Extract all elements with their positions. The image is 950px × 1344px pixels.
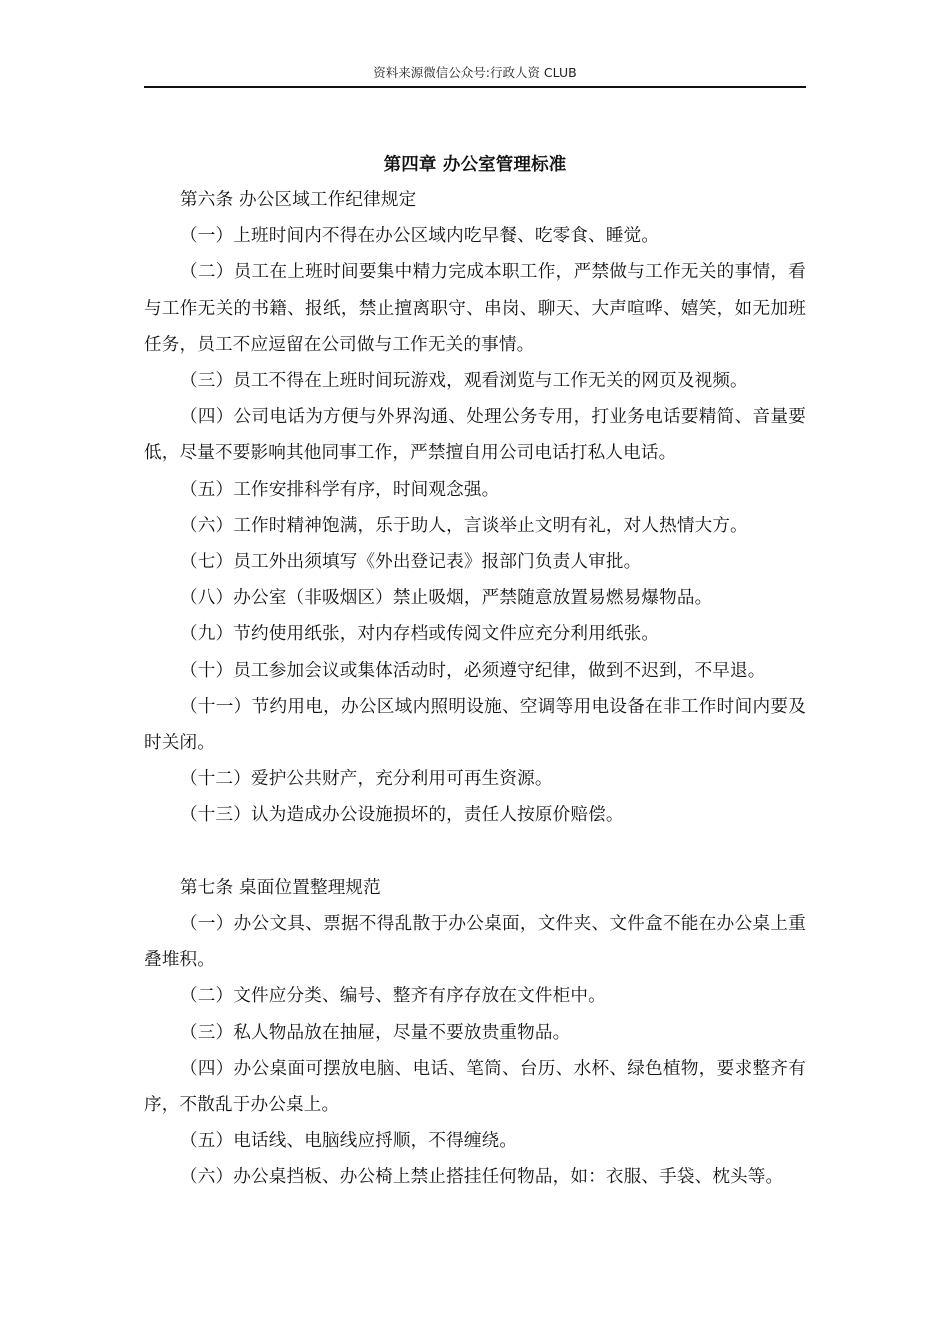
article-6-item-7: （七）员工外出须填写《外出登记表》报部门负责人审批。: [180, 552, 642, 573]
document-body: [144, 146, 806, 1196]
article-7-item-2: （二）文件应分类、编号、整齐有序存放在文件柜中。: [180, 986, 606, 1007]
article-7-item-1: （一）办公文具、票据不得乱散于办公桌面，文件夹、文件盒不能在办公桌上重叠堆积。: [144, 914, 806, 971]
article-7-item-3: （三）私人物品放在抽屉，尽量不要放贵重物品。: [180, 1022, 571, 1043]
article-6-item-2: （二）员工在上班时间要集中精力完成本职工作，严禁做与工作无关的事情，看与工作无关的书籍、报纸，禁止擅离职守、串岗、聊天、大声喧哗、嬉笑，如无加班任务，员工不应逗留在公司做与工作无关的事情。: [144, 262, 806, 355]
article-7-title: 第七条 桌面位置整理规范: [180, 877, 381, 898]
article-6-item-6: （六）工作时精神饱满，乐于助人，言谈举止文明有礼，对人热情大方。: [180, 515, 748, 536]
section-spacer: [144, 834, 806, 870]
article-6-item-13: （十三）认为造成办公设施损坏的，责任人按原价赔偿。: [180, 805, 624, 826]
page-header-source: 资料来源微信公众号:行政人资 CLUB: [373, 65, 577, 80]
chapter-title: 第四章 办公室管理标准: [383, 155, 567, 175]
article-6-item-10: （十）员工参加会议或集体活动时，必须遵守纪律，做到不迟到，不早退。: [180, 660, 766, 681]
article-6-item-9: （九）节约使用纸张，对内存档或传阅文件应充分利用纸张。: [180, 624, 660, 645]
article-7-item-4: （四）办公桌面可摆放电脑、电话、笔筒、台历、水杯、绿色植物，要求整齐有序，不散乱于办公桌上。: [144, 1058, 806, 1116]
article-6-item-11: （十一）节约用电，办公区域内照明设施、空调等用电设备在非工作时间内要及时关闭。: [144, 696, 806, 754]
article-6-item-4: （四）公司电话为方便与外界沟通、处理公务专用，打业务电话要精简、音量要低，尽量不要影响其他同事工作，严禁擅自用公司电话打私人电话。: [144, 407, 806, 464]
article-6-item-5: （五）工作安排科学有序，时间观念强。: [180, 479, 500, 500]
article-6-title: 第六条 办公区域工作纪律规定: [180, 190, 417, 210]
article-6-item-8: （八）办公室（非吸烟区）禁止吸烟，严禁随意放置易燃易爆物品。: [180, 588, 713, 609]
article-6-item-12: （十二）爱护公共财产，充分利用可再生资源。: [180, 769, 553, 790]
article-6-item-1: （一）上班时间内不得在办公区域内吃早餐、吃零食、睡觉。: [180, 226, 660, 247]
article-7-item-6: （六）办公桌挡板、办公椅上禁止搭挂任何物品，如：衣服、手袋、枕头等。: [180, 1167, 784, 1188]
article-7-item-5: （五）电话线、电脑线应捋顺，不得缠绕。: [180, 1131, 518, 1152]
header-divider: [144, 86, 806, 88]
article-6-item-3: （三）员工不得在上班时间玩游戏，观看浏览与工作无关的网页及视频。: [180, 371, 748, 392]
